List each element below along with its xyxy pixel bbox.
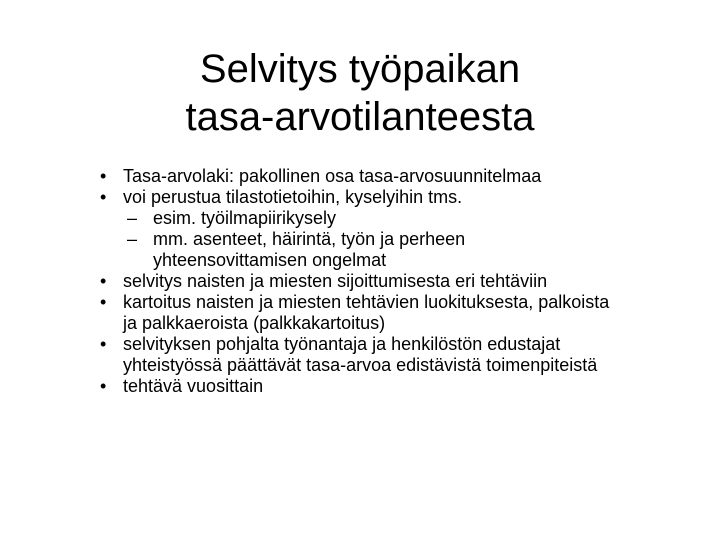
bullet-item	[0, 292, 623, 334]
bullet-text: Tasa-arvolaki: pakollinen osa tasa-arvosuunnitelmaa	[123, 166, 542, 186]
slide-title	[60, 45, 660, 141]
bullet-marker: •	[100, 334, 107, 354]
bullet-marker: •	[100, 166, 107, 186]
bullet-text: tehtävä vuosittain	[123, 376, 264, 396]
bullet-item	[0, 166, 623, 187]
sub-bullet-marker: –	[127, 229, 138, 249]
title-line-2: tasa-arvotilanteesta	[185, 94, 535, 139]
sub-bullet-text: mm. asenteet, häirintä, työn ja perheen yhteensovittamisen ongelmat	[153, 229, 466, 270]
bullet-text: selvityksen pohjalta työnantaja ja henkilöstön edustajat yhteistyössä päättävät tasa-arvoa edistävistä toimenpiteistä	[123, 334, 598, 375]
sub-bullet-item	[0, 208, 623, 229]
bullet-text: selvitys naisten ja miesten sijoittumisesta eri tehtäviin	[123, 271, 548, 291]
sub-bullet-text: esim. työilmapiirikysely	[153, 208, 337, 228]
bullet-item	[0, 376, 623, 397]
bullet-marker: •	[100, 271, 107, 291]
bullet-marker: •	[100, 187, 107, 207]
bullet-marker: •	[100, 292, 107, 312]
sub-bullet-marker: –	[127, 208, 138, 228]
title-line-1: Selvitys työpaikan	[199, 46, 521, 91]
bullet-text: kartoitus naisten ja miesten tehtävien luokituksesta, palkoista ja palkkaeroista (palkkakartoitus)	[123, 292, 610, 333]
bullet-item	[0, 271, 623, 292]
bullet-list	[0, 166, 720, 397]
bullet-text: voi perustua tilastotietoihin, kyselyihin tms.	[123, 187, 463, 207]
bullet-item	[0, 334, 623, 376]
bullet-item	[0, 187, 623, 208]
bullet-marker: •	[100, 376, 107, 396]
sub-bullet-item	[0, 229, 623, 271]
